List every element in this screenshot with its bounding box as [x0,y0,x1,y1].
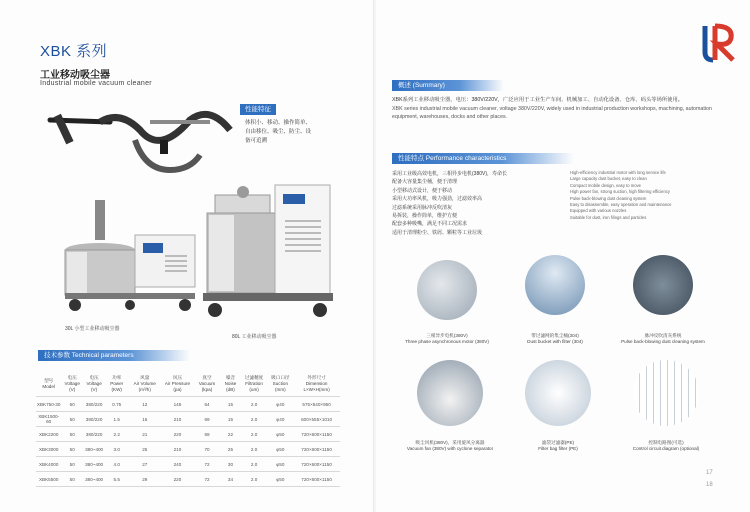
summary-label: 概述 (Summary) [392,80,504,91]
table-cell: 720×600×1150 [293,442,340,457]
table-cell: 15 [220,412,240,427]
table-cell: 720×600×1150 [293,427,340,442]
table-header: 电压 Voltage (V) [83,372,105,397]
left-page [0,0,374,512]
list-item: High power fan, strong suction, high filtering efficiency [570,189,671,195]
table-cell: 220 [161,472,193,487]
perf-list-cn [392,170,557,237]
circle-caption: 带过滤网的集尘桶(304) Dust bucket with filter (304) [527,333,583,344]
table-cell: 5.5 [105,472,128,487]
accessories-image [40,100,240,190]
pulse-system-image [633,255,693,315]
table-cell: 380/220 [83,427,105,442]
table-cell: 2.0 [241,472,268,487]
circle-caption: 三相异步电机(380V) Three phase asynchronous motor (380V) [405,333,489,344]
params-label: 技术参数 Technical parameters [38,350,190,361]
table-cell: 220 [161,427,193,442]
table-cell: 4.0 [105,457,128,472]
table-cell: 12 [128,397,161,412]
table-cell: φ40 [268,397,294,412]
dust-bucket-image [525,255,585,315]
list-item: Compact mobile design, easy to move [570,182,641,188]
table-header: 电压 Voltage (V) [61,372,83,397]
table-cell: 380/220 [83,397,105,412]
table-cell: XBK5500 [36,472,61,487]
table-cell: 210 [161,442,193,457]
table-row [36,412,340,427]
table-header: 型号 Model [36,372,61,397]
table-cell: XBK3000 [36,442,61,457]
list-item: 配套多种吸嘴，满足不同工况需求 [392,221,468,228]
table-header: 外形尺寸 Dimension L×W×H(mm) [293,372,340,397]
page-number-right: 18 [706,482,713,488]
table-row [36,472,340,487]
table-cell: XBK2200 [36,427,61,442]
table-header: 风量 Air Volume (m³/h) [128,372,161,397]
table-cell: 50 [61,412,83,427]
table-cell: 69 [194,427,221,442]
table-cell: φ50 [268,442,294,457]
table-cell: 15 [220,397,240,412]
list-item: Large capacity dust bucket, easy to clean [570,176,647,182]
table-cell: 380~400 [83,457,105,472]
table-cell: 2.0 [241,427,268,442]
table-cell: 3.0 [105,442,128,457]
table-cell: 25 [128,442,161,457]
list-item: Equipped with various nozzles [570,208,627,214]
table-cell: 34 [220,472,240,487]
summary-en: XBK series industrial mobile vacuum cleaner, voltage 380V/220V, widely used in industrial production workshops, machining, automation equipment, warehouses, docks and other places. [392,105,712,120]
summary-cn: XBK系列工业移动吸尘器，电压：380V/220V，广泛应用于工业生产车间、机械加工、自动化设备、仓库、码头等场所使用。 [392,97,684,103]
circle-caption: 滤袋过滤器(PE) Filter bag filter (PE) [538,440,578,451]
table-header: 真空 Vacuum (kpa) [194,372,221,397]
table-cell: 27 [128,457,161,472]
table-cell: 210 [161,412,193,427]
perf-label: 性能特点 Performance characteristics [392,153,574,164]
circle-caption: 吸尘风机(380V)，采用旋风分离器 Vacuum fan (380V) with cyclone separator [406,440,494,451]
small-vacuum-image [55,195,200,315]
table-cell: 21 [128,427,161,442]
features-label: 性能特征 [240,104,276,115]
table-cell: 72 [194,472,221,487]
list-item: 适用于清理粉尘、铁屑、颗粒等工业垃圾 [392,229,483,236]
table-cell: 25 [220,442,240,457]
table-header: 风压 Air Pressure (pa) [161,372,193,397]
list-item: 采用工业级高效电机，三相异步电机(380V)，寿命长 [392,171,508,177]
table-cell: 600×555×1010 [293,412,340,427]
table-cell: 15 [128,412,161,427]
table-cell: XBK4000 [36,457,61,472]
table-cell: 50 [61,472,83,487]
table-cell: 72 [194,457,221,472]
table-row [36,457,340,472]
table-cell: 64 [194,397,221,412]
params-table [36,372,340,487]
filter-bag-image [525,360,591,426]
table-cell: φ50 [268,457,294,472]
table-cell: φ40 [268,412,294,427]
table-cell: 2.0 [241,397,268,412]
list-item: 小型移动式设计，便于移动 [392,187,453,194]
table-header-row [36,372,340,397]
caption-large-vacuum: 80L 工业移动吸尘器 [232,334,277,340]
table-cell: φ50 [268,427,294,442]
table-cell: 145 [161,397,193,412]
table-cell: 240 [161,457,193,472]
table-row [36,397,340,412]
perf-list-en [570,170,732,221]
list-item: 过滤系统采用脉冲反吹清灰 [392,204,453,211]
table-header: 噪音 Noise (dB) [220,372,240,397]
table-cell: 0.75 [105,397,128,412]
product-title-cn: 工业移动吸尘器 [40,70,110,81]
circle-caption: 控制电路图(可选) Control circuit diagram (optional) [632,440,700,451]
table-cell: XBK1500-60 [36,412,61,427]
table-cell: 2.2 [105,427,128,442]
list-item: High-efficiency industrial motor with long service life [570,170,666,175]
table-cell: 1.5 [105,412,128,427]
product-title-en: Industrial mobile vacuum cleaner [40,80,152,87]
list-item: 易拆装，操作简单，维护方便 [392,213,458,220]
table-cell: 2.0 [241,442,268,457]
table-header: 过滤精度 Filtration (um) [241,372,268,397]
table-row [36,427,340,442]
table-cell: 70 [194,442,221,457]
large-vacuum-image [195,180,335,325]
table-cell: 2.0 [241,412,268,427]
table-cell: 50 [61,427,83,442]
table-cell: 720×600×1150 [293,457,340,472]
circuit-diagram-image [633,360,699,426]
circle-caption: 脉冲反吹清灰系统 Pulse back-blowing dust cleaning system [621,333,705,344]
table-cell: 380/220 [83,412,105,427]
table-cell: 380~400 [83,442,105,457]
table-cell: 2.0 [241,457,268,472]
caption-small-vacuum: 30L 小型工业移动吸尘器 [65,326,120,332]
table-row [36,442,340,457]
list-item: 采用大功率风机，吸力强劲，过滤效率高 [392,196,483,203]
table-cell: 69 [194,412,221,427]
table-cell: 50 [61,397,83,412]
table-cell: 720×600×1150 [293,472,340,487]
table-cell: 380~400 [83,472,105,487]
table-header: 吸口口径 Suction (mm) [268,372,294,397]
list-item: Suitable for dust, iron filings and particles [570,214,647,220]
table-header: 功率 Power (KW) [105,372,128,397]
table-cell: φ50 [268,472,294,487]
page-number-left: 17 [706,470,713,476]
table-cell: 29 [128,472,161,487]
list-item: Easy to disassemble, easy operation and maintenance [570,202,672,208]
table-cell: 575×540×950 [293,397,340,412]
list-item: Pulse back-blowing dust cleaning system [570,195,647,201]
features-text: 体积小、移动、操作简单、自由移位、吸尘、防尘、设备可追溯 [245,120,312,144]
series-title: XBK 系列 [40,43,108,60]
brand-logo [701,22,737,64]
table-cell: 22 [220,427,240,442]
table-cell: 30 [220,457,240,472]
summary-text [392,96,727,122]
motor-image [417,260,477,320]
list-item: 配备大容量集尘桶，便于清理 [392,179,458,186]
table-cell: 50 [61,442,83,457]
table-cell: XBK750-30 [36,397,61,412]
table-cell: 50 [61,457,83,472]
fan-image [417,360,483,426]
